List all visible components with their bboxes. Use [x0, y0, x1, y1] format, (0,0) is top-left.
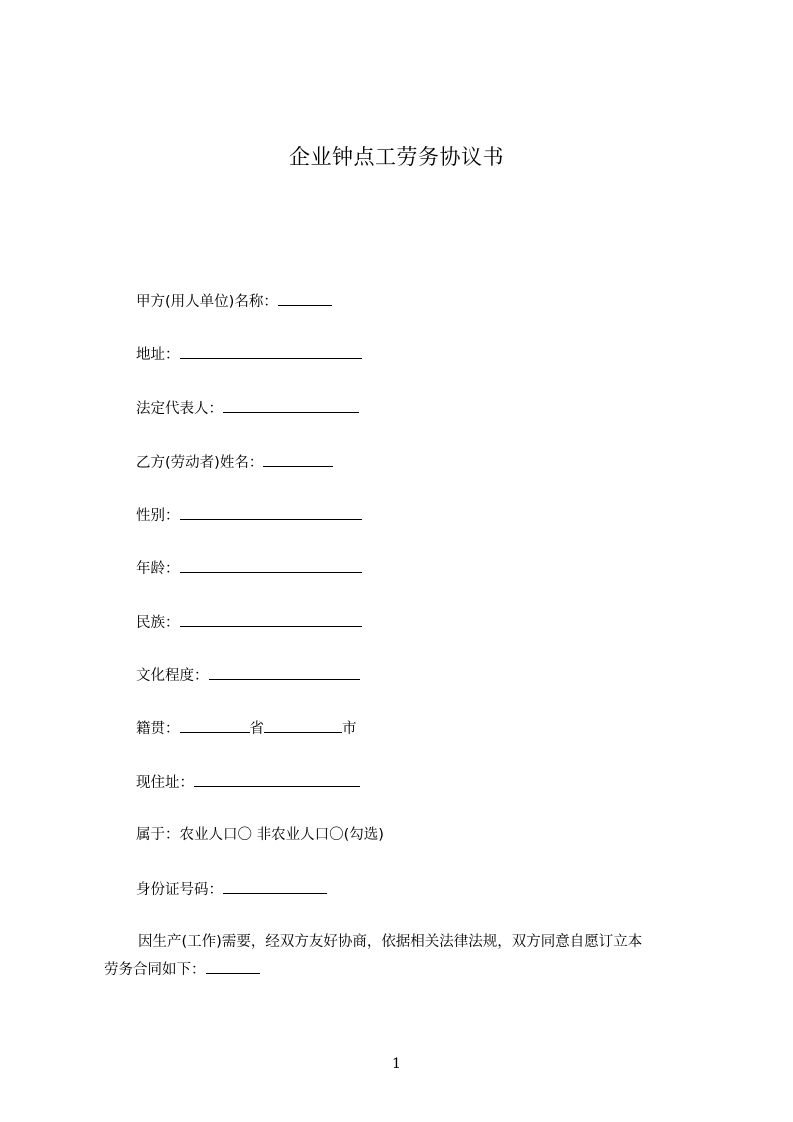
blank-city[interactable] [264, 717, 342, 733]
intro-paragraph [104, 928, 704, 984]
blank-province[interactable] [180, 717, 250, 733]
label-education: 文化程度： [136, 668, 209, 684]
field-education [136, 664, 360, 686]
field-gender [136, 504, 362, 526]
intro-line-2-text: 劳务合同如下： [104, 962, 206, 978]
page-number: 1 [392, 1056, 401, 1072]
blank-id-number[interactable] [223, 878, 327, 894]
label-city: 市 [342, 721, 357, 737]
field-native-place [136, 717, 357, 739]
blank-address[interactable] [180, 343, 362, 359]
field-party-b-name [136, 451, 333, 473]
field-current-address [136, 771, 360, 793]
label-province: 省 [249, 721, 264, 737]
field-id-number [136, 878, 327, 900]
blank-age[interactable] [180, 557, 362, 573]
blank-party-b-name[interactable] [263, 451, 333, 467]
label-current-address: 现住址： [136, 775, 194, 791]
field-address [136, 343, 362, 365]
blank-gender[interactable] [180, 504, 362, 520]
blank-party-a-name[interactable] [278, 290, 332, 306]
label-id-number: 身份证号码： [136, 882, 223, 898]
document-title: 企业钟点工劳务协议书 [289, 145, 504, 169]
label-ethnicity: 民族： [136, 615, 180, 631]
label-gender: 性别： [136, 508, 180, 524]
field-ethnicity [136, 611, 362, 633]
label-party-a-name: 甲方(用人单位)名称： [136, 294, 278, 310]
field-belongs-to [136, 824, 384, 846]
field-party-a-name [136, 290, 332, 312]
intro-line-2 [104, 956, 704, 984]
label-native-place: 籍贯： [136, 721, 180, 737]
label-age: 年龄： [136, 561, 180, 577]
blank-agreement[interactable] [206, 958, 260, 974]
label-address: 地址： [136, 347, 180, 363]
blank-current-address[interactable] [194, 771, 360, 787]
label-belongs-to: 属于：农业人口〇 非农业人口〇(勾选) [136, 827, 384, 843]
blank-ethnicity[interactable] [180, 611, 362, 627]
label-legal-rep: 法定代表人： [136, 401, 223, 417]
blank-education[interactable] [209, 664, 360, 680]
label-party-b-name: 乙方(劳动者)姓名： [136, 455, 264, 471]
field-age [136, 557, 362, 579]
field-legal-rep [136, 397, 359, 419]
blank-legal-rep[interactable] [223, 397, 359, 413]
intro-line-1: 因生产(工作)需要，经双方友好协商，依据相关法律法规，双方同意自愿订立本 [138, 934, 643, 950]
